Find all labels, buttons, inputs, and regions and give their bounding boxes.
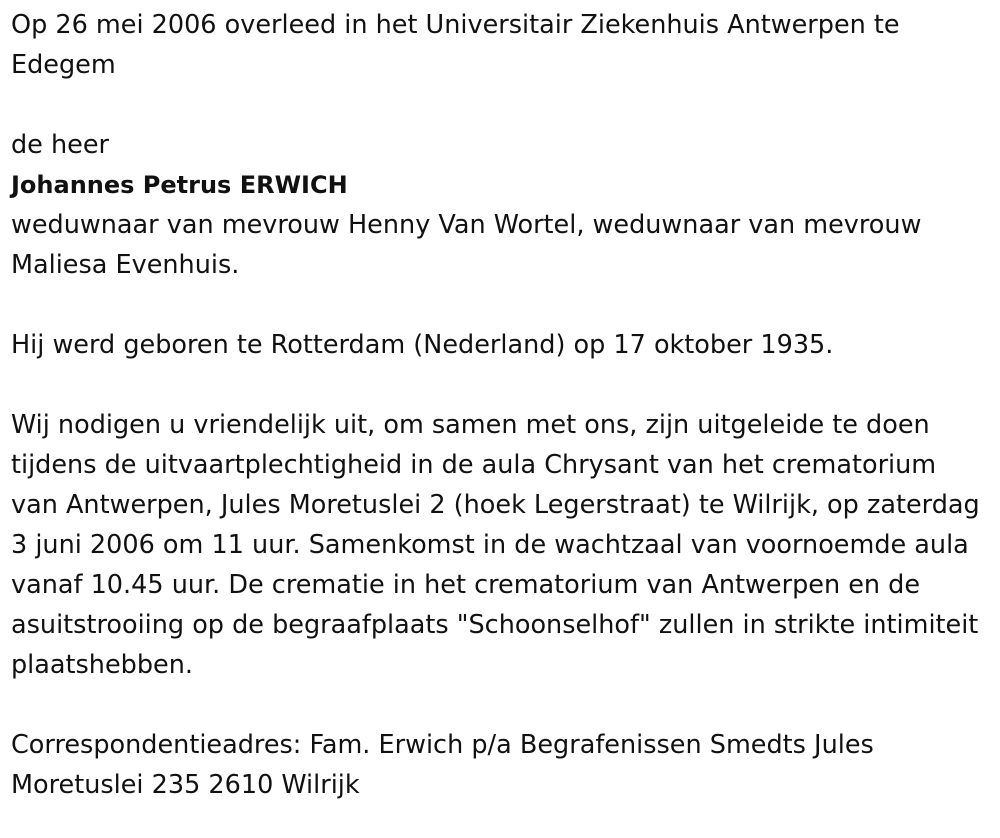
deceased-name: Johannes Petrus ERWICH — [11, 171, 348, 199]
spacer — [11, 85, 991, 125]
birth-text: Hij werd geboren te Rotterdam (Nederland) op 17 oktober 1935. — [11, 330, 834, 360]
invitation-text: Wij nodigen u vriendelijk uit, om samen met ons, zijn uitgeleide te doen tijdens de uitvaartplechtigheid in de aula Chrysant van het crematorium van Antwerpen, Jules Moretuslei 2 (hoek Legerstraat) te Wilrijk, op zaterdag 3 juni 2006 om 11 uur. Samenkomst in de wachtzaal van voornoemde aula vanaf 10.45 uur. De crematie in het crematorium van Antwerpen en de asuitstrooiing op de begraafplaats "Schoonselhof" zullen in strikte intimiteit plaatshebben. — [11, 410, 980, 680]
salutation: de heer — [11, 130, 110, 160]
obituary-notice — [11, 5, 991, 805]
widower-text: weduwnaar van mevrouw Henny Van Wortel, weduwnaar van mevrouw Maliesa Evenhuis. — [11, 210, 922, 280]
correspondence-address: Correspondentieadres: Fam. Erwich p/a Begrafenissen Smedts Jules Moretuslei 235 2610 Wilrijk — [11, 730, 874, 800]
spacer — [11, 685, 991, 725]
death-announcement: Op 26 mei 2006 overleed in het Universitair Ziekenhuis Antwerpen te Edegem — [11, 10, 900, 80]
spacer — [11, 365, 991, 405]
spacer — [11, 285, 991, 325]
